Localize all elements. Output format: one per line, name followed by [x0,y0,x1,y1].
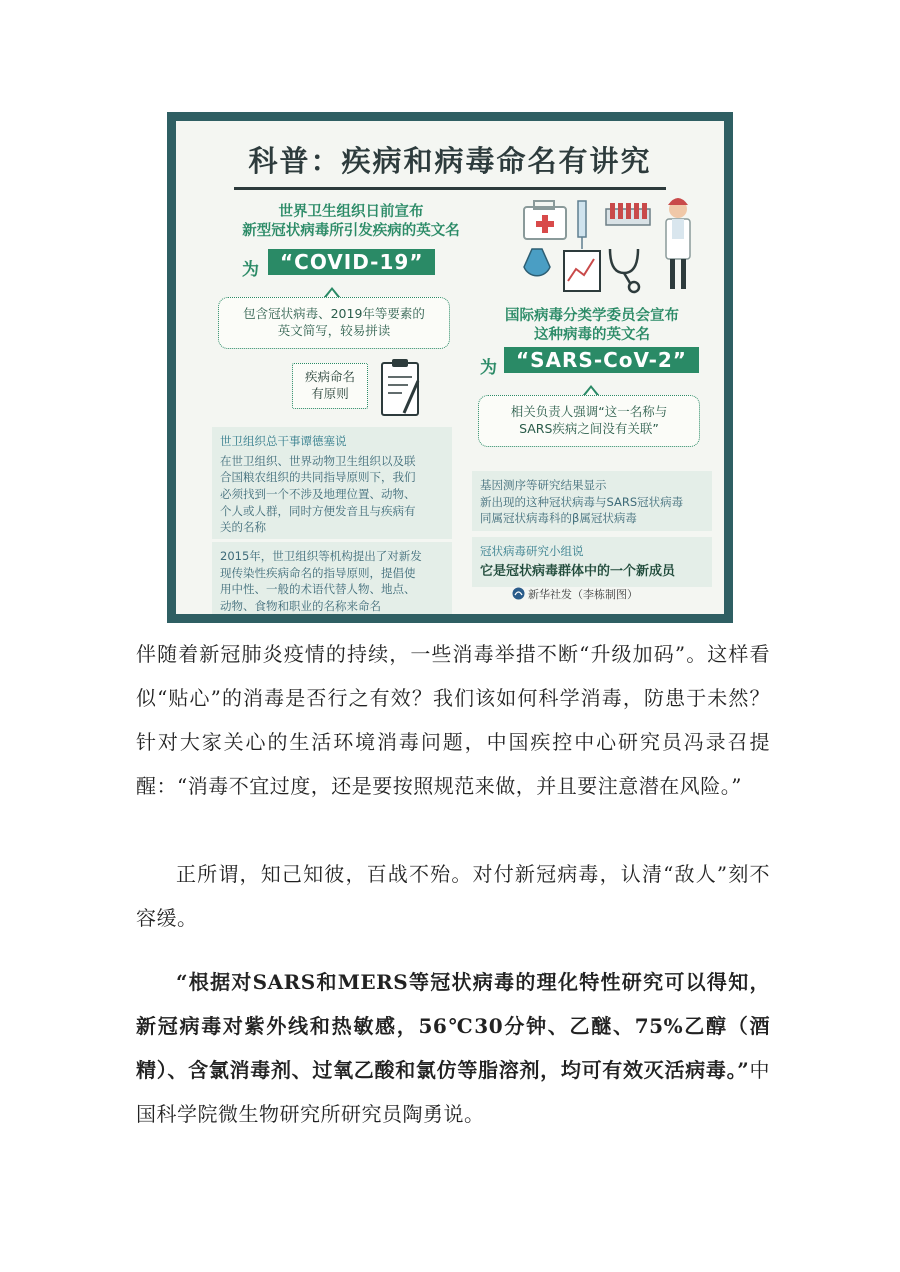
gene-line: 基因测序等研究结果显示 [480,478,607,492]
gene-line: 同属冠状病毒科的β属冠状病毒 [480,511,637,526]
infographic-title: 科普：疾病和病毒命名有讲究 [248,144,652,178]
title-divider [234,187,666,190]
guideline-line: 用中性、一般的术语代替人物、地点、 [220,582,416,597]
covid-name-badge: “COVID-19” [268,249,435,275]
covid-name-explanation [218,297,450,349]
quote-bold: “根据对SARS和MERS等冠状病毒的理化特性研究可以得知，新冠病毒对紫外线和热敏感，56℃30分钟、乙醚、75%乙醇（酒精）、含氯消毒剂、过氧乙酸和氯仿等脂溶剂，均可有效灭活病毒。” [136,970,770,1082]
gene-sequencing-box [472,471,712,531]
paragraph-3 [136,960,770,1136]
who-quote-line: 关的名称 [220,520,266,535]
guideline-line: 现传染性疾病命名的指导原则，提倡使 [220,565,416,580]
coronavirus-group-box [472,537,712,587]
guideline-line: 动物、食物和职业的名称来命名 [220,599,381,614]
medical-illustration-icon [506,195,706,307]
covid-bubble-line-1: 包含冠状病毒、2019年等要素的 [243,306,425,321]
coronavirus-group-statement: 它是冠状病毒群体中的一个新成员 [480,563,676,579]
who-announcement [236,203,466,241]
paragraph-1: 伴随着新冠肺炎疫情的持续，一些消毒举措不断“升级加码”。这样看似“贴心”的消毒是否行之有效？我们该如何科学消毒，防患于未然？针对大家关心的生活环境消毒问题，中国疾控中心研究员冯录召提醒：“消毒不宜过度，还是要按照规范来做，并且要注意潜在风险。” [136,642,770,798]
who-line-1: 世界卫生组织日前宣布 [278,204,424,220]
who-quote-line: 个人或人群，同时方便发音且与疾病有 [220,503,416,518]
virus-bubble-line-2: SARS疾病之间没有关联” [519,420,659,436]
principle-line-2: 有原则 [311,385,349,401]
ictv-line-1: 国际病毒分类学委员会宣布 [505,308,679,324]
naming-guideline-box [212,542,452,614]
wei-label-left: 为 [242,260,259,280]
virus-name-explanation [478,395,700,447]
who-quote-line: 在世卫组织、世界动物卫生组织以及联 [220,453,416,468]
virus-bubble-line-1: 相关负责人强调“这一名称与 [510,404,668,419]
naming-principle-box [292,363,368,409]
clipboard-icon [378,357,424,419]
who-line-2: 新型冠状病毒所引发疾病的英文名 [242,222,460,239]
infographic-panel [176,121,724,614]
ictv-line-2: 这种病毒的英文名 [534,326,650,343]
gene-line: 新出现的这种冠状病毒与SARS冠状病毒 [480,494,684,509]
virus-name-badge: “SARS-CoV-2” [504,347,699,373]
who-director-quote-box [212,427,452,539]
who-quote-line: 必须找到一个不涉及地理位置、动物、 [220,487,416,502]
ictv-announcement [472,307,712,345]
quote-attribution: 中国科学院微生物研究所研究员陶勇说。 [136,1058,770,1126]
infographic [167,112,733,623]
credit-text: 新华社发（李栋制图） [528,588,638,601]
coronavirus-group-label: 冠状病毒研究小组说 [480,544,584,558]
who-director-label: 世卫组织总干事谭德塞说 [220,434,347,448]
who-quote-line: 合国粮农组织的共同指导原则下，我们 [220,470,416,485]
xinhua-logo-icon [512,587,525,600]
principle-line-1: 疾病命名 [304,369,355,384]
image-credit [512,586,639,602]
guideline-line: 2015年，世卫组织等机构提出了对新发 [220,549,422,563]
paragraph-2: 正所谓，知己知彼，百战不殆。对付新冠病毒，认清“敌人”刻不容缓。 [136,862,770,930]
wei-label-right: 为 [480,358,497,378]
covid-bubble-line-2: 英文简写，较易拼读 [277,322,391,338]
